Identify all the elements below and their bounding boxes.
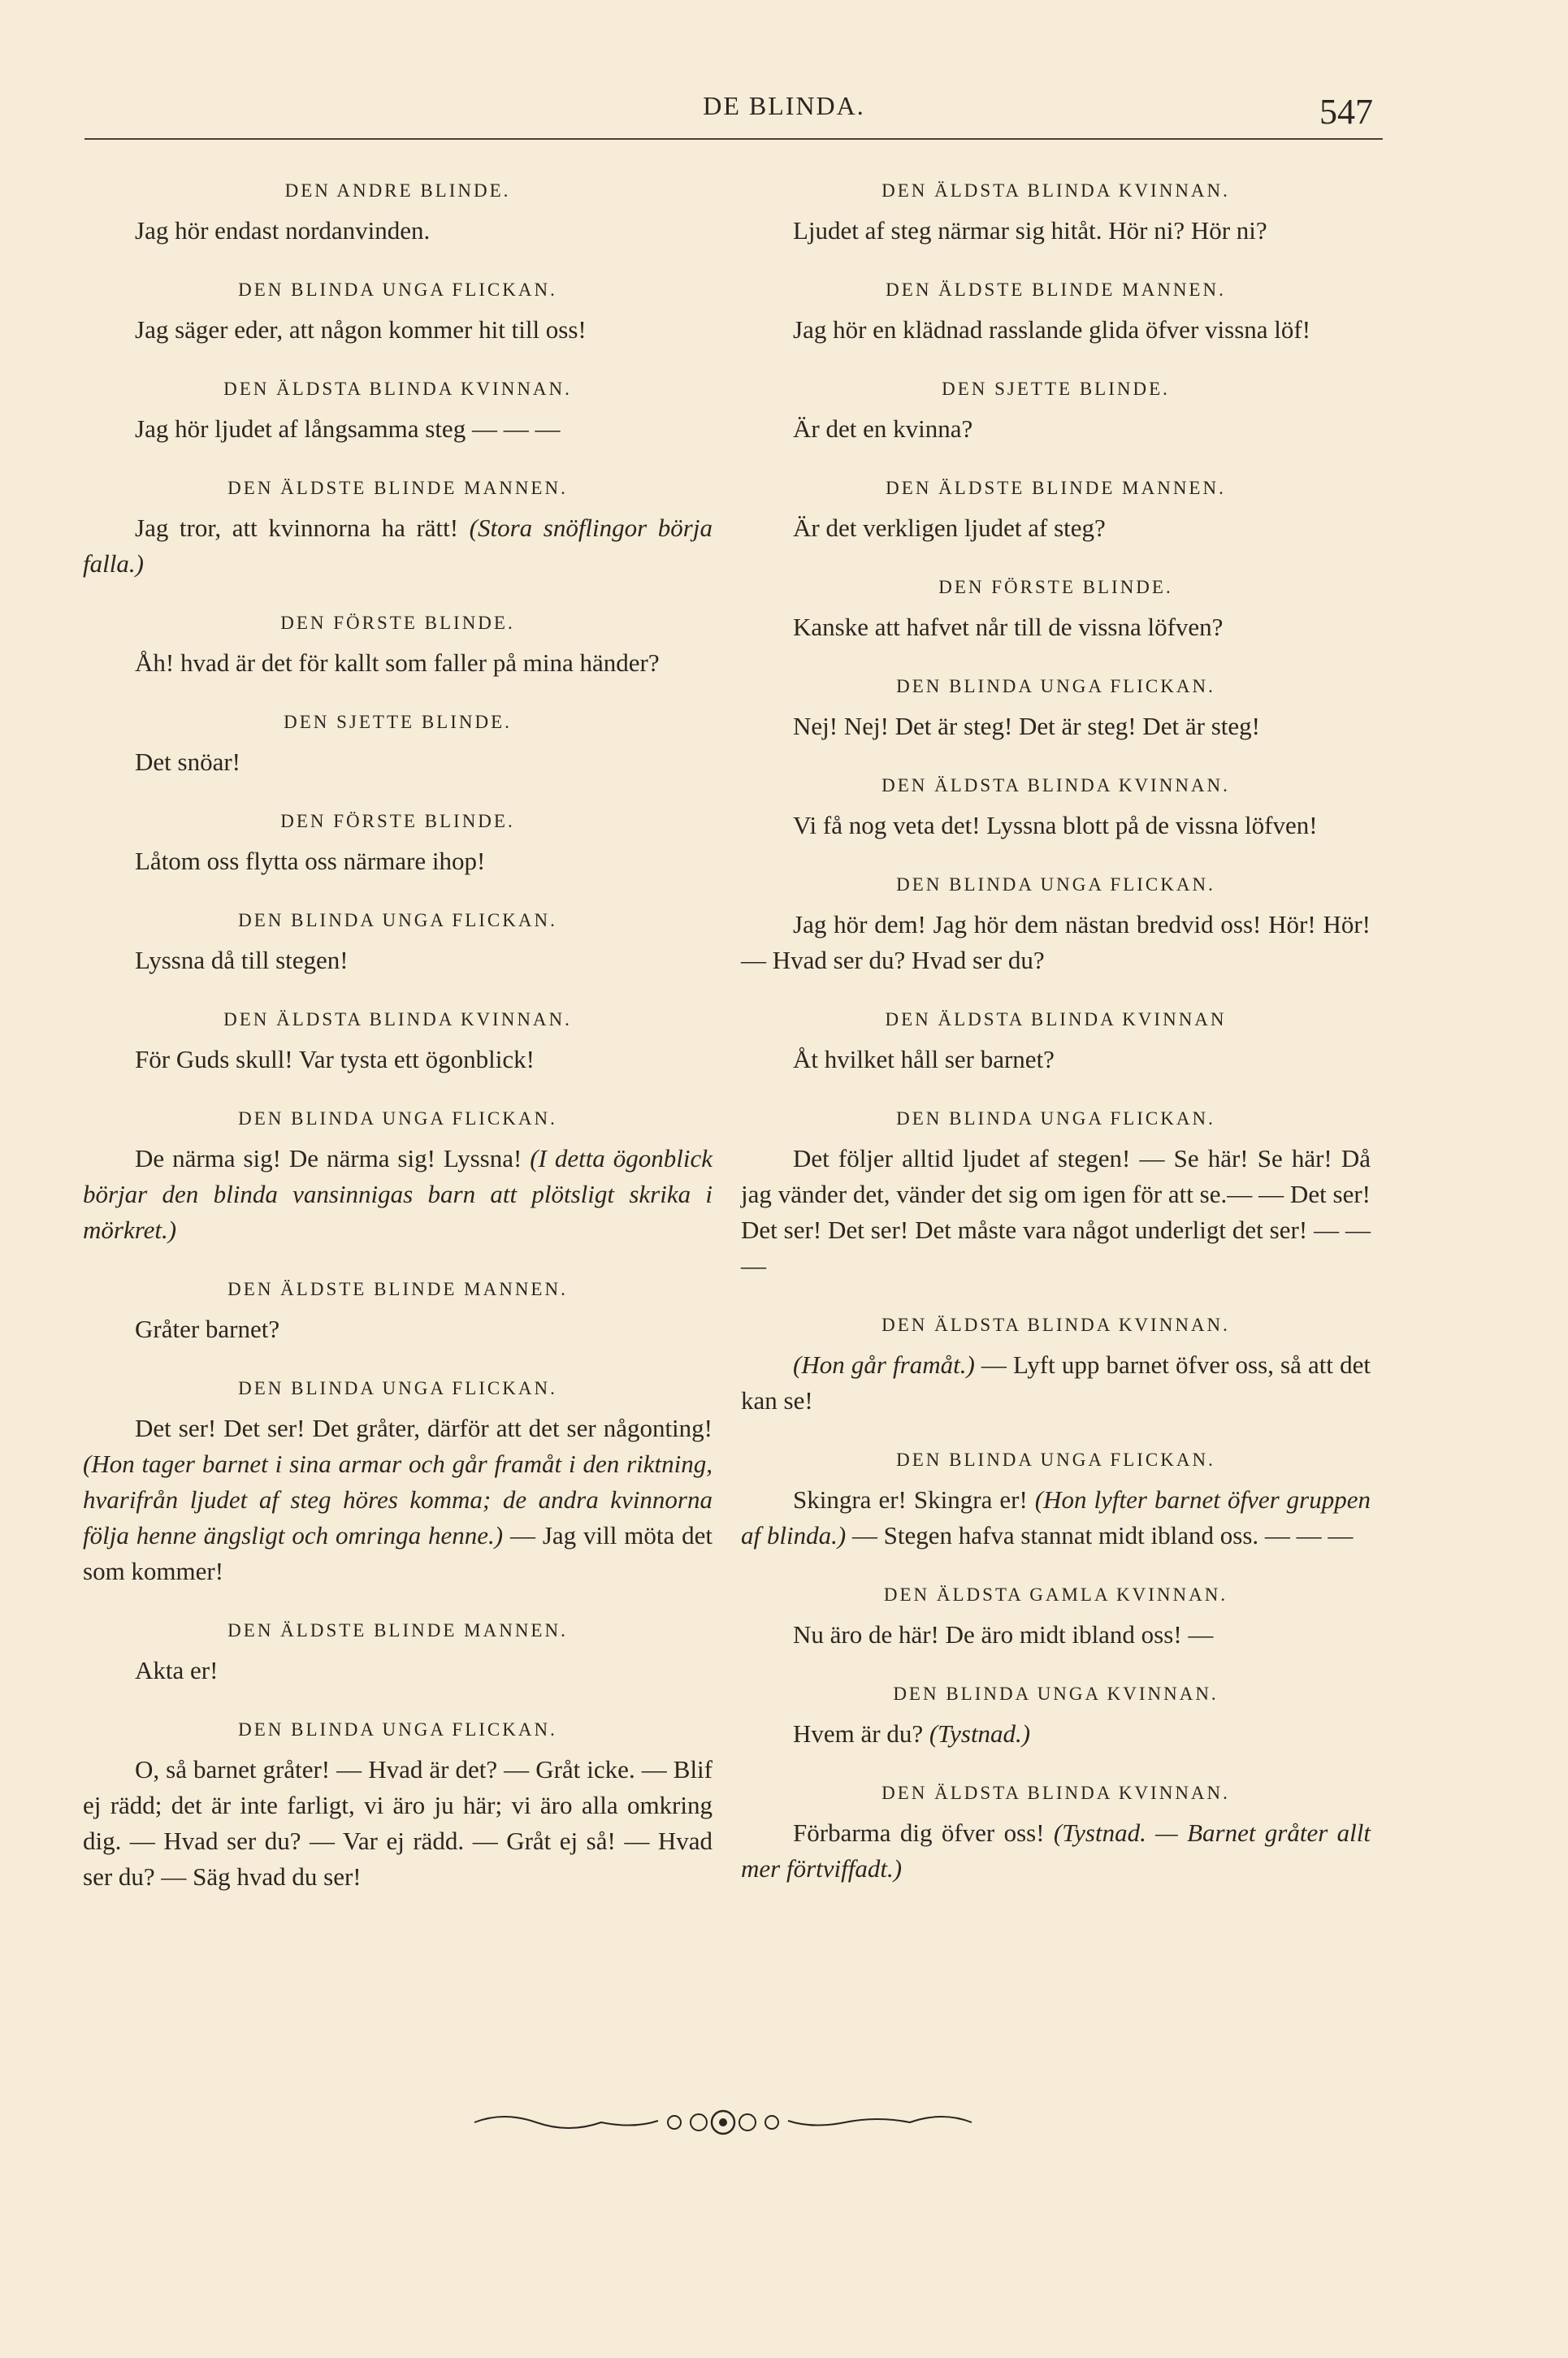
dialogue-line: [741, 510, 1371, 546]
speech-text: För Guds skull! Var tysta ett ögonblick!: [135, 1045, 535, 1073]
dialogue-block: [741, 1315, 1371, 1419]
speaker-name: DEN ANDRE BLINDE.: [284, 180, 511, 201]
dialogue-line: [83, 1311, 713, 1347]
dialogue-line: [83, 1653, 713, 1688]
dialogue-block: [83, 613, 713, 681]
speech-text: O, så barnet gråter! — Hvad är det? — Gråt icke. — Blif ej rädd; det är inte farligt, vi äro ju här; vi äro alla omkring dig. — Hvad ser du? — Var ej rädd. — Gråt ej så! — Hvad ser du? — Säg hvad du ser!: [83, 1755, 713, 1891]
dialogue-block: [83, 180, 713, 249]
page-number: 547: [1319, 92, 1373, 132]
dialogue-line: [83, 1042, 713, 1077]
dialogue-block: [83, 712, 713, 780]
speech-text: — Lyft upp barnet öfver oss, så att det kan se!: [741, 1350, 1371, 1415]
speaker-name: DEN SJETTE BLINDE.: [942, 379, 1170, 399]
speech-text: Akta er!: [135, 1656, 219, 1684]
speech-text: Hvem är du?: [793, 1719, 929, 1748]
speaker-name: DEN SJETTE BLINDE.: [284, 712, 512, 732]
dialogue-line: [83, 1752, 713, 1895]
speech-text: — Jag vill möta det som kommer!: [83, 1521, 713, 1585]
dialogue-line: [741, 609, 1371, 645]
speech-text: Är det en kvinna?: [793, 414, 973, 443]
header-rule: [84, 138, 1383, 140]
speaker-name: DEN BLINDA UNGA FLICKAN.: [896, 1450, 1215, 1470]
speech-text: Jag hör dem! Jag hör dem nästan bredvid oss! Hör! Hör! — Hvad ser du? Hvad ser du?: [741, 910, 1371, 974]
speech-text: Jag hör en klädnad rasslande glida öfver vissna löf!: [793, 315, 1311, 344]
dialogue-block: [741, 280, 1371, 348]
dialogue-line: [83, 1411, 713, 1589]
dialogue-line: [83, 645, 713, 681]
right-column: [741, 180, 1371, 1918]
dialogue-block: [83, 280, 713, 348]
speaker-name: DEN ÄLDSTE BLINDE MANNEN.: [227, 1620, 568, 1641]
speech-text: Åh! hvad är det för kallt som faller på mina händer?: [135, 648, 660, 677]
speaker-name: DEN FÖRSTE BLINDE.: [280, 811, 515, 831]
dialogue-line: [83, 510, 713, 582]
speech-text: Lyssna då till stegen!: [135, 946, 349, 974]
speech-text: Jag hör endast nordanvinden.: [135, 216, 431, 245]
dialogue-block: [741, 379, 1371, 447]
speaker-name: DEN ÄLDSTA BLINDA KVINNAN: [885, 1009, 1227, 1029]
dialogue-block: [83, 1108, 713, 1248]
speech-text: Ljudet af steg närmar sig hitåt. Hör ni? Hör ni?: [793, 216, 1267, 245]
speech-text: Det ser! Det ser! Det gråter, därför att det ser någonting!: [135, 1414, 713, 1442]
dialogue-block: [83, 1279, 713, 1347]
speech-text: Förbarma dig öfver oss!: [793, 1818, 1054, 1847]
dialogue-block: [741, 1108, 1371, 1284]
speaker-name: DEN BLINDA UNGA FLICKAN.: [238, 1719, 557, 1740]
stage-direction: (I detta ögonblick börjar den blinda vansinnigas barn att plötsligt skrika i mörkret.): [83, 1144, 713, 1244]
dialogue-line: [741, 312, 1371, 348]
speech-text: Jag säger eder, att någon kommer hit till oss!: [135, 315, 587, 344]
speech-text: Jag tror, att kvinnorna ha rätt!: [135, 514, 470, 542]
stage-direction: (Tystnad.): [929, 1719, 1031, 1748]
dialogue-line: [741, 1815, 1371, 1887]
speaker-name: DEN FÖRSTE BLINDE.: [280, 613, 515, 633]
speech-text: Det snöar!: [135, 748, 240, 776]
speaker-name: DEN BLINDA UNGA FLICKAN.: [238, 910, 557, 930]
dialogue-block: [83, 1719, 713, 1895]
dialogue-block: [83, 1378, 713, 1589]
speaker-name: DEN ÄLDSTA BLINDA KVINNAN.: [223, 379, 572, 399]
speaker-name: DEN ÄLDSTA BLINDA KVINNAN.: [881, 180, 1230, 201]
speech-text: Är det verkligen ljudet af steg?: [793, 514, 1106, 542]
speaker-name: DEN ÄLDSTE BLINDE MANNEN.: [886, 280, 1226, 300]
speaker-name: DEN ÄLDSTE BLINDE MANNEN.: [886, 478, 1226, 498]
speech-text: Nu äro de här! De äro midt ibland oss! —: [793, 1620, 1214, 1649]
dialogue-block: [83, 910, 713, 978]
dialogue-block: [83, 1009, 713, 1077]
speaker-name: DEN BLINDA UNGA FLICKAN.: [896, 1108, 1215, 1129]
dialogue-line: [83, 843, 713, 879]
speech-text: De närma sig! De närma sig! Lyssna!: [135, 1144, 531, 1172]
dialogue-block: [83, 1620, 713, 1688]
speech-text: Nej! Nej! Det är steg! Det är steg! Det är steg!: [793, 712, 1260, 740]
speech-text: Vi få nog veta det! Lyssna blott på de vissna löfven!: [793, 811, 1318, 839]
dialogue-line: [741, 1617, 1371, 1653]
dialogue-line: [83, 744, 713, 780]
dialogue-block: [741, 676, 1371, 744]
speaker-name: DEN ÄLDSTA BLINDA KVINNAN.: [223, 1009, 572, 1029]
stage-direction: (Hon tager barnet i sina armar och går framåt i den riktning, hvarifrån ljudet af steg höres komma; de andra kvinnorna följa henne ängsligt och omringa henne.): [83, 1450, 713, 1550]
speech-text: Åt hvilket håll ser barnet?: [793, 1045, 1055, 1073]
speaker-name: DEN ÄLDSTA BLINDA KVINNAN.: [881, 1783, 1230, 1803]
speaker-name: DEN BLINDA UNGA FLICKAN.: [896, 874, 1215, 895]
stage-direction: (Hon går framåt.): [793, 1350, 975, 1379]
speaker-name: DEN ÄLDSTA GAMLA KVINNAN.: [883, 1584, 1228, 1605]
dialogue-line: [741, 1482, 1371, 1554]
dialogue-line: [83, 1141, 713, 1248]
speaker-name: DEN ÄLDSTA BLINDA KVINNAN.: [881, 1315, 1230, 1335]
speaker-name: DEN BLINDA UNGA FLICKAN.: [238, 1378, 557, 1398]
dialogue-line: [83, 411, 713, 447]
decorative-tailpiece-icon: [471, 2104, 975, 2140]
speech-text: Låtom oss flytta oss närmare ihop!: [135, 847, 486, 875]
dialogue-line: [741, 1347, 1371, 1419]
speaker-name: DEN ÄLDSTA BLINDA KVINNAN.: [881, 775, 1230, 795]
speaker-name: DEN BLINDA UNGA FLICKAN.: [896, 676, 1215, 696]
speech-text: Kanske att hafvet når till de vissna löfven?: [793, 613, 1224, 641]
dialogue-line: [741, 213, 1371, 249]
speaker-name: DEN BLINDA UNGA FLICKAN.: [238, 280, 557, 300]
stage-direction: (Stora snöflingor börja falla.): [83, 514, 713, 578]
left-column: [83, 180, 713, 1926]
dialogue-block: [741, 1584, 1371, 1653]
dialogue-line: [741, 1716, 1371, 1752]
speaker-name: DEN BLINDA UNGA KVINNAN.: [893, 1684, 1219, 1704]
dialogue-block: [741, 874, 1371, 978]
dialogue-block: [83, 379, 713, 447]
speech-text: Skingra er! Skingra er!: [793, 1485, 1035, 1514]
dialogue-block: [741, 1009, 1371, 1077]
dialogue-line: [741, 808, 1371, 843]
speech-text: — Stegen hafva stannat midt ibland oss. — — —: [846, 1521, 1354, 1550]
dialogue-line: [83, 213, 713, 249]
speaker-name: DEN FÖRSTE BLINDE.: [938, 577, 1173, 597]
speaker-name: DEN ÄLDSTE BLINDE MANNEN.: [227, 1279, 568, 1299]
dialogue-line: [741, 411, 1371, 447]
dialogue-block: [741, 1684, 1371, 1752]
speech-text: Jag hör ljudet af långsamma steg — — —: [135, 414, 561, 443]
dialogue-block: [741, 180, 1371, 249]
speech-text: Det följer alltid ljudet af stegen! — Se här! Se här! Då jag vänder det, vänder det sig om igen för att se.— — Det ser! Det ser! Det ser! Det måste vara något underligt det ser! — — —: [741, 1144, 1371, 1280]
dialogue-line: [741, 709, 1371, 744]
dialogue-block: [83, 811, 713, 879]
stage-direction: (Hon lyfter barnet öfver gruppen af blinda.): [741, 1485, 1371, 1550]
dialogue-block: [83, 478, 713, 582]
dialogue-line: [741, 1141, 1371, 1284]
running-title: DE BLINDA.: [703, 91, 865, 120]
dialogue-line: [83, 943, 713, 978]
speaker-name: DEN BLINDA UNGA FLICKAN.: [238, 1108, 557, 1129]
dialogue-block: [741, 1783, 1371, 1887]
speech-text: Gråter barnet?: [135, 1315, 280, 1343]
dialogue-block: [741, 1450, 1371, 1554]
stage-direction: (Tystnad. — Barnet gråter allt mer förtviffadt.): [741, 1818, 1371, 1883]
dialogue-block: [741, 577, 1371, 645]
speaker-name: DEN ÄLDSTE BLINDE MANNEN.: [227, 478, 568, 498]
dialogue-block: [741, 775, 1371, 843]
dialogue-line: [83, 312, 713, 348]
dialogue-line: [741, 1042, 1371, 1077]
dialogue-block: [741, 478, 1371, 546]
dialogue-line: [741, 907, 1371, 978]
